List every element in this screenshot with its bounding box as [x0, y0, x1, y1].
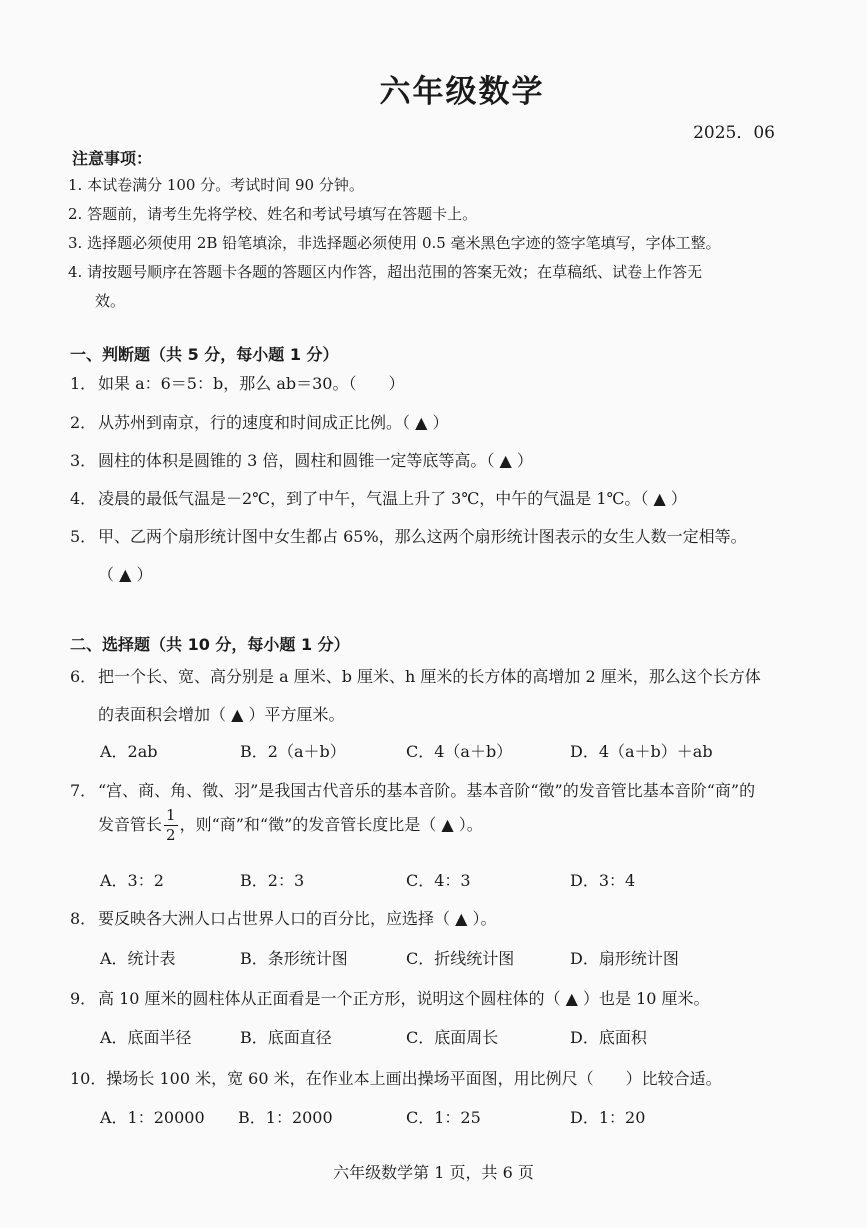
- note-item: 3. 选择题必须使用 2B 铅笔填涂，非选择题必须使用 0.5 毫米黑色字迹的签字笔填写，字体工整。: [68, 234, 721, 252]
- question-6: [70, 664, 761, 687]
- option-d: D．1：20: [570, 1108, 646, 1127]
- question-9: [70, 986, 710, 1009]
- question-number: 4．: [70, 489, 97, 508]
- note-item: 1. 本试卷满分 100 分。考试时间 90 分钟。: [68, 176, 364, 194]
- section-heading-choice: 二、选择题（共 10 分，每小题 1 分）: [70, 635, 350, 654]
- option-d: D．底面积: [570, 1028, 647, 1047]
- note-item: 2. 答题前，请考生先将学校、姓名和考试号填写在答题卡上。: [68, 205, 478, 223]
- question-5-answer-blank: （ ▲ ）: [98, 565, 153, 584]
- page-title: 六年级数学: [379, 74, 545, 110]
- question-text: 把一个长、宽、高分别是 a 厘米、b 厘米、h 厘米的长方体的高增加 2 厘米，那么这个长方体: [98, 667, 761, 686]
- option-c: C．4：3: [406, 871, 471, 890]
- question-6-continued: 的表面积会增加（ ▲ ）平方厘米。: [98, 705, 345, 724]
- exam-date: 2025．06: [693, 123, 775, 143]
- question-text: 高 10 厘米的圆柱体从正面看是一个正方形，说明这个圆柱体的（ ▲ ）也是 10 厘米。: [98, 989, 710, 1008]
- option-a: A．2ab: [100, 742, 158, 761]
- option-d: D．扇形统计图: [570, 949, 679, 968]
- option-b: B．1：2000: [238, 1108, 333, 1127]
- question-text: 圆柱的体积是圆锥的 3 倍，圆柱和圆锥一定等底等高。（ ▲ ）: [98, 451, 533, 470]
- question-text: 要反映各大洲人口占世界人口的百分比，应选择（ ▲ ）。: [98, 909, 497, 928]
- option-b: B．条形统计图: [240, 949, 348, 968]
- question-number: 2．: [70, 413, 97, 432]
- question-7: [70, 778, 755, 801]
- question-3: [70, 448, 533, 471]
- question-number: 6．: [70, 667, 97, 686]
- question-1: [70, 371, 404, 394]
- option-d: D．3：4: [570, 871, 636, 890]
- question-text: 发音管长: [98, 815, 163, 834]
- option-b: B．2（a＋b）: [240, 742, 346, 761]
- question-number: 8．: [70, 909, 97, 928]
- question-text: “宫、商、角、徵、羽”是我国古代音乐的基本音阶。基本音阶“徵”的发音管比基本音阶“商”的: [98, 781, 756, 800]
- option-c: C．1：25: [406, 1108, 481, 1127]
- question-2: [70, 410, 448, 433]
- question-number: 7．: [70, 781, 97, 800]
- question-4: [70, 486, 687, 509]
- option-b: B．2：3: [240, 871, 305, 890]
- note-item: 4. 请按题号顺序在答题卡各题的答题区内作答，超出范围的答案无效；在草稿纸、试卷上作答无: [68, 263, 703, 281]
- notes-heading: 注意事项：: [72, 149, 153, 168]
- page-footer: 六年级数学第 1 页，共 6 页: [333, 1163, 534, 1182]
- question-text: 甲、乙两个扇形统计图中女生都占 65%，那么这两个扇形统计图表示的女生人数一定相等。: [98, 527, 747, 546]
- option-c: C．4（a＋b）: [406, 742, 513, 761]
- option-a: A．统计表: [100, 949, 176, 968]
- question-7-continued: [98, 808, 483, 843]
- question-text: 从苏州到南京，行的速度和时间成正比例。（ ▲ ）: [98, 413, 449, 432]
- section-heading-judgement: 一、判断题（共 5 分，每小题 1 分）: [70, 345, 339, 364]
- option-c: C．底面周长: [406, 1028, 499, 1047]
- option-a: A．底面半径: [100, 1028, 192, 1047]
- question-5: [70, 524, 747, 547]
- option-b: B．底面直径: [240, 1028, 332, 1047]
- question-number: 3．: [70, 451, 97, 470]
- question-8: [70, 906, 496, 929]
- question-number: 9．: [70, 989, 97, 1008]
- fraction-numerator: 1: [166, 806, 176, 824]
- option-a: A．3：2: [100, 871, 164, 890]
- question-number: 10．: [70, 1069, 107, 1088]
- option-a: A．1：20000: [100, 1108, 205, 1127]
- question-text: 操场长 100 米，宽 60 米，在作业本上画出操场平面图，用比例尺（ ）比较合适。: [106, 1069, 722, 1088]
- fraction-denominator: 2: [166, 826, 176, 844]
- option-c: C．折线统计图: [406, 949, 515, 968]
- question-text: ，则“商”和“徵”的发音管长度比是（ ▲ ）。: [179, 815, 483, 834]
- question-10: [70, 1066, 722, 1089]
- question-number: 1．: [70, 374, 97, 393]
- question-number: 5．: [70, 527, 97, 546]
- fraction-one-half: [164, 808, 178, 843]
- note-item-continued: 效。: [95, 292, 126, 310]
- question-text: 如果 a：6＝5：b，那么 ab＝30。（ ）: [98, 374, 405, 393]
- option-d: D．4（a＋b）＋ab: [570, 742, 713, 761]
- question-text: 凌晨的最低气温是－2℃，到了中午，气温上升了 3℃，中午的气温是 1℃。（ ▲ ）: [98, 489, 687, 508]
